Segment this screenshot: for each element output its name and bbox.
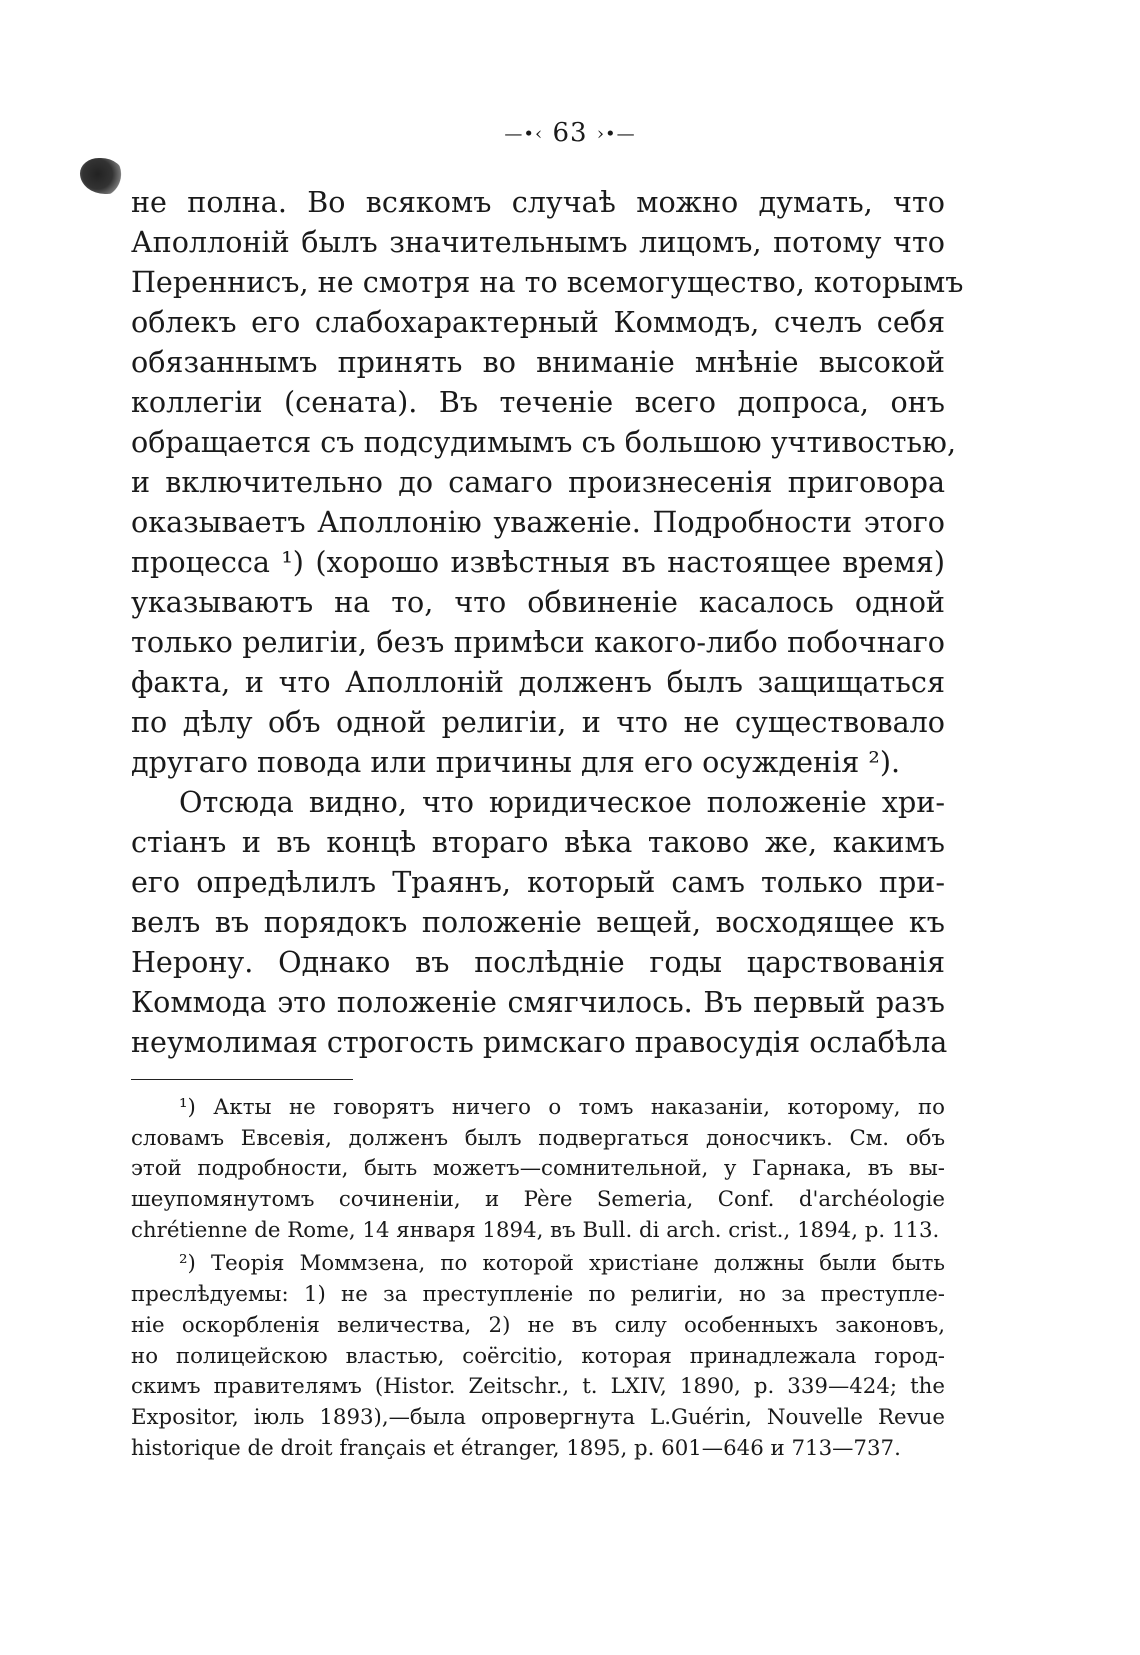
footnotes <box>131 1093 945 1464</box>
text-line: облекъ его слабохарактерный Коммодъ, счелъ себя <box>131 305 945 339</box>
footnote-line: словамъ Евсевія, долженъ былъ подвергаться доносчикъ. См. объ <box>131 1125 945 1151</box>
footnote-line: этой подробности, быть можетъ—сомнительной, у Гарнака, въ вы- <box>131 1156 945 1182</box>
text-line: оказываетъ Аполлонію уваженіе. Подробности этого <box>131 505 945 539</box>
footnote-line: chrétienne de Rome, 14 января 1894, въ Bull. di arch. crist., 1894, p. 113. <box>131 1217 940 1243</box>
footnote-line: преслѣдуемы: 1) не за преступленіе по религіи, но за преступле- <box>131 1282 945 1308</box>
text-line: обязаннымъ принять во вниманіе мнѣніе высокой <box>131 345 945 379</box>
text-line: процесса ¹) (хорошо извѣстныя въ настоящее время) <box>131 545 945 579</box>
text-line: Переннисъ, не смотря на то всемогущество, которымъ <box>131 265 964 299</box>
text-line: обращается съ подсудимымъ съ большою учтивостью, <box>131 425 957 459</box>
text-line: другаго повода или причины для его осужденія ²). <box>131 745 901 779</box>
ornament-left: —•‹ <box>504 123 544 145</box>
text-line: стіанъ и въ концѣ втораго вѣка таково же, какимъ <box>131 825 945 859</box>
footnote-2 <box>131 1249 945 1464</box>
ink-blot <box>80 158 124 194</box>
text-line: неумолимая строгость римскаго правосудія ослабѣла <box>131 1025 948 1059</box>
page-number-value: 63 <box>552 118 588 148</box>
text-line: и включительно до самаго произнесенія приговора <box>131 465 945 499</box>
footnote-line: шеупомянутомъ сочиненіи, и Père Semeria, Conf. d'archéologie <box>131 1187 945 1213</box>
text-line: факта, и что Аполлоній долженъ былъ защищаться <box>131 665 945 699</box>
footnote-1 <box>131 1093 945 1246</box>
text-line: велъ въ порядокъ положеніе вещей, восходящее къ <box>131 905 945 939</box>
footnote-line: Expositor, іюль 1893),—была опровергнута L.Guérin, Nouvelle Revue <box>131 1404 945 1430</box>
footnote-line: ²) Теорія Моммзена, по которой христіане должны были быть <box>179 1251 945 1277</box>
footnote-line: скимъ правителямъ (Histor. Zeitschr., t. LXIV, 1890, p. 339—424; the <box>131 1374 945 1400</box>
text-line: Отсюда видно, что юридическое положеніе хри- <box>179 785 945 819</box>
text-line: Аполлоній былъ значительнымъ лицомъ, потому что <box>131 225 945 259</box>
text-line: его опредѣлилъ Траянъ, который самъ только при- <box>131 865 945 899</box>
text-line: Нерону. Однако въ послѣдніе годы царствованія <box>131 945 945 979</box>
text-line: не полна. Во всякомъ случаѣ можно думать, что <box>131 185 945 219</box>
page-number <box>0 118 1140 148</box>
ornament-right: ›•— <box>596 123 636 145</box>
footnote-line: ніе оскорбленія величества, 2) не въ силу особенныхъ законовъ, <box>131 1312 945 1338</box>
main-text <box>131 182 964 1062</box>
text-line: указываютъ на то, что обвиненіе касалось одной <box>131 585 945 619</box>
text-line: Коммода это положеніе смягчилось. Въ первый разъ <box>131 985 945 1019</box>
footnote-line: но полицейскою властью, coërcitio, которая принадлежала город- <box>131 1343 945 1369</box>
footnote-line: historique de droit français et étranger, 1895, p. 601—646 и 713—737. <box>131 1435 901 1461</box>
text-line: коллегіи (сената). Въ теченіе всего допроса, онъ <box>131 385 945 419</box>
text-line: только религіи, безъ примѣси какого-либо побочнаго <box>131 625 945 659</box>
footnote-separator <box>131 1079 353 1080</box>
footnote-line: ¹) Акты не говорятъ ничего о томъ наказаніи, которому, по <box>179 1095 945 1120</box>
text-line: по дѣлу объ одной религіи, и что не существовало <box>131 705 945 739</box>
